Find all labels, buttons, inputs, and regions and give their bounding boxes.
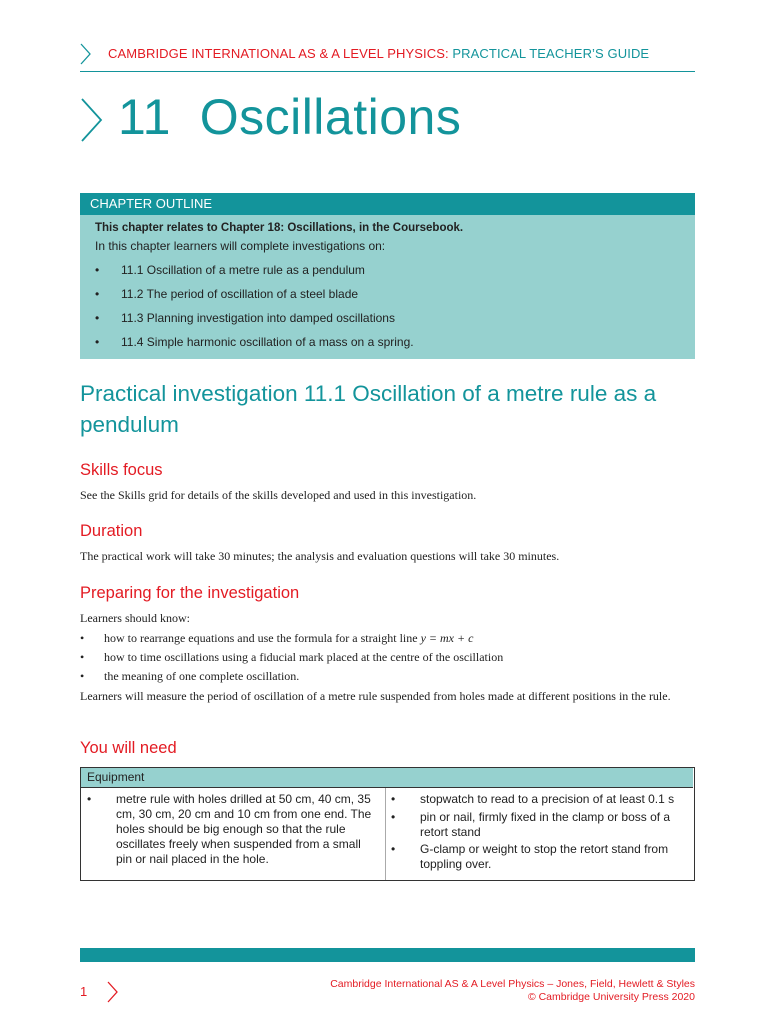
duration-text: The practical work will take 30 minutes; the analysis and evaluation questions will take 30 minutes.: [80, 549, 560, 563]
outline-intro: In this chapter learners will complete investigations on:: [95, 239, 386, 253]
list-item: • how to rearrange equations and use the formula for a straight line y = mx + c: [80, 631, 474, 645]
list-item: • the meaning of one complete oscillation.: [80, 669, 300, 683]
header-guide: PRACTICAL TEACHER’S GUIDE: [448, 46, 650, 61]
chapter-title: [118, 88, 461, 146]
running-header: [108, 46, 649, 61]
skills-focus-text: See the Skills grid for details of the skills developed and used in this investigation.: [80, 488, 477, 502]
outline-item: • 11.4 Simple harmonic oscillation of a mass on a spring.: [95, 335, 414, 349]
page-number: 1: [80, 984, 88, 999]
outline-relates: This chapter relates to Chapter 18: Oscillations, in the Coursebook.: [95, 222, 464, 234]
header-divider: [80, 71, 695, 72]
chevron-right-icon: [80, 97, 104, 143]
list-item: • how to time oscillations using a fiducial mark placed at the centre of the oscillation: [80, 650, 504, 664]
footer-credits: [330, 978, 695, 1004]
chapter-name: Oscillations: [199, 89, 462, 145]
table-divider: [385, 788, 386, 880]
preparing-heading: Preparing for the investigation: [80, 584, 300, 602]
you-will-need-heading: You will need: [80, 739, 177, 757]
chapter-number: 11: [118, 89, 171, 145]
equipment-heading: Equipment: [81, 768, 693, 788]
preparing-outro: Learners will measure the period of oscillation of a metre rule suspended from holes made at different positions in the rule.: [80, 689, 671, 703]
duration-heading: Duration: [80, 522, 143, 540]
footer-line-1: Cambridge International AS & A Level Physics – Jones, Field, Hewlett & Styles: [330, 978, 695, 990]
outline-item: • 11.2 The period of oscillation of a steel blade: [95, 287, 359, 301]
equation: y = mx + c: [420, 631, 474, 645]
header-series: CAMBRIDGE INTERNATIONAL AS & A LEVEL PHYSICS:: [108, 46, 449, 61]
investigation-title: Practical investigation 11.1 Oscillation of a metre rule as a pendulum: [80, 381, 657, 437]
footer-line-2: © Cambridge University Press 2020: [527, 991, 695, 1003]
footer-bar: [80, 948, 695, 962]
chevron-right-icon: [80, 43, 92, 65]
outline-item: • 11.3 Planning investigation into damped oscillations: [95, 311, 395, 325]
chevron-right-icon: [107, 981, 119, 1003]
skills-focus-heading: Skills focus: [80, 461, 163, 479]
preparing-intro: Learners should know:: [80, 611, 190, 625]
outline-item: • 11.1 Oscillation of a metre rule as a pendulum: [95, 263, 365, 277]
chapter-outline-heading: CHAPTER OUTLINE: [80, 193, 695, 215]
